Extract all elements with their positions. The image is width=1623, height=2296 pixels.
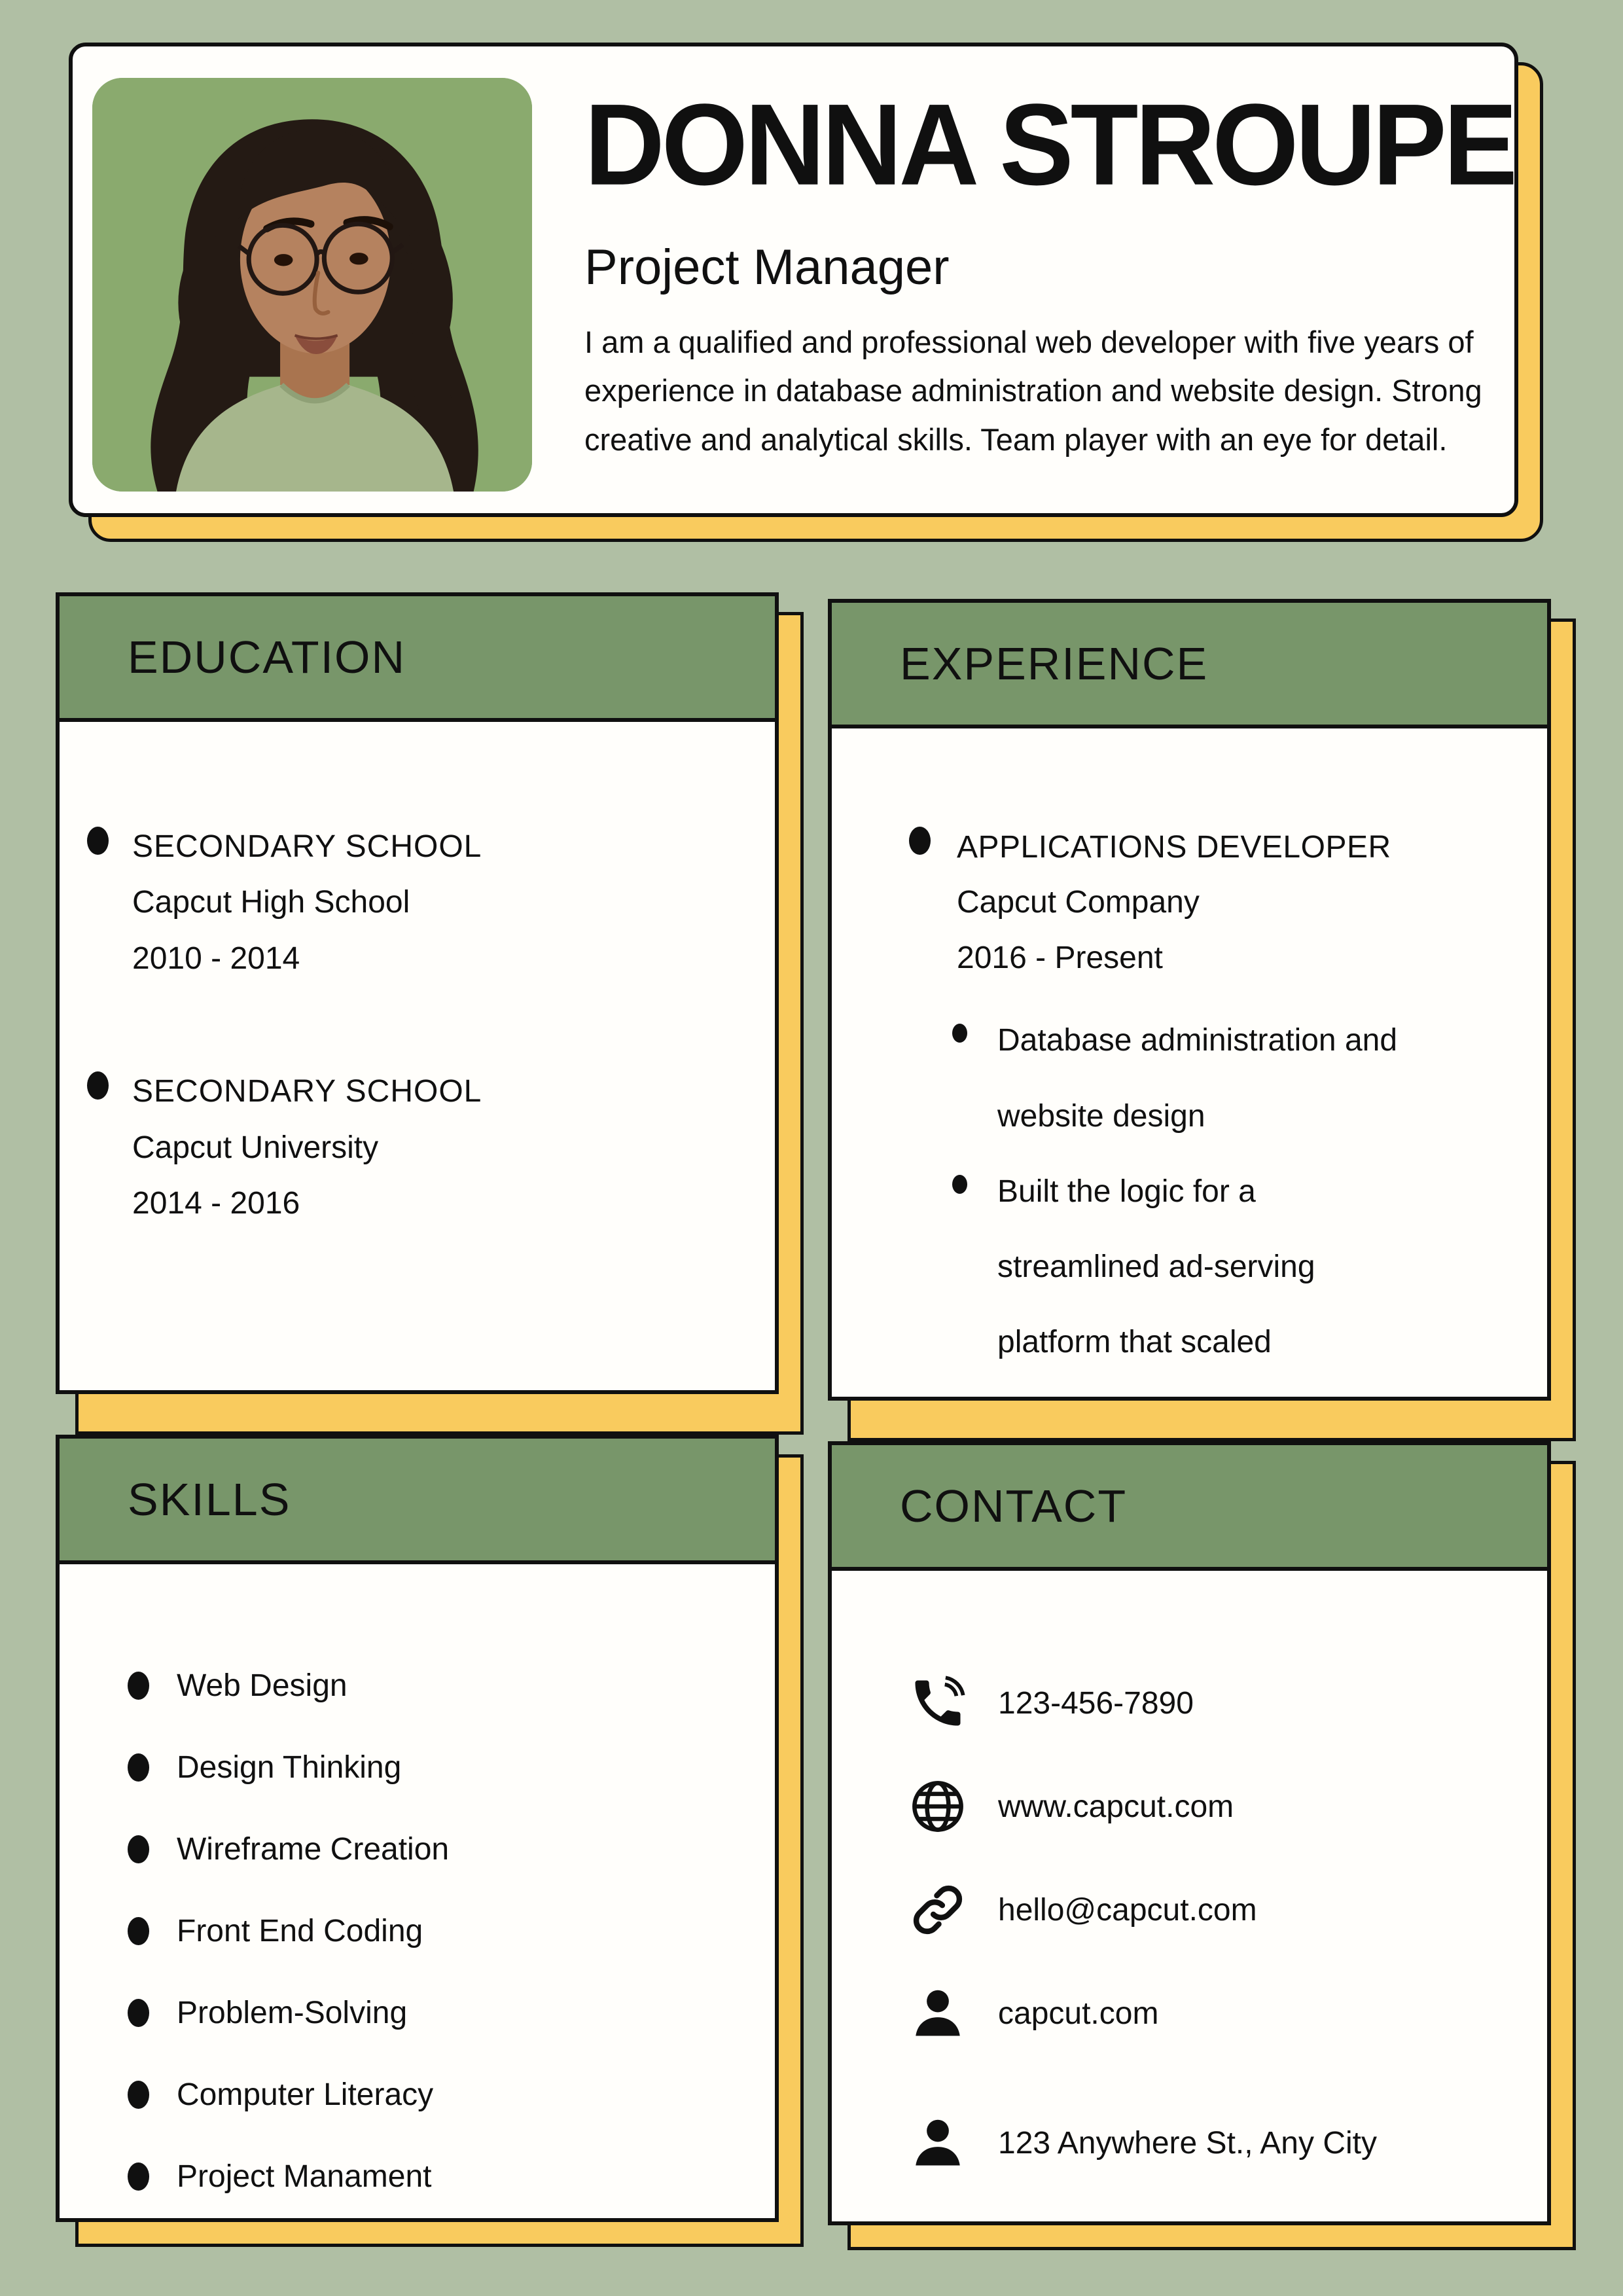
experience-years: 2016 - Present	[957, 940, 1163, 975]
experience-section	[828, 599, 1551, 1401]
contact-value: capcut.com	[998, 1996, 1159, 2031]
skill-item	[128, 2077, 755, 2113]
bullet-icon	[909, 827, 931, 855]
bullet-icon	[128, 2081, 149, 2109]
bullet-icon	[952, 1024, 967, 1043]
experience-item-lines	[957, 820, 1391, 986]
experience-item	[909, 820, 1521, 986]
experience-heading: EXPERIENCE	[900, 638, 1209, 689]
link-icon	[908, 1880, 968, 1940]
education-heading: EDUCATION	[128, 632, 406, 683]
header-card-surface	[69, 43, 1518, 517]
experience-bullet	[952, 1003, 1410, 1153]
education-item-lines	[132, 819, 482, 986]
skill-label: Project Manament	[177, 2159, 432, 2194]
contact-value: hello@capcut.com	[998, 1892, 1257, 1928]
skill-label: Web Design	[177, 1668, 348, 1703]
person-summary: I am a qualified and professional web developer with five years of experience in database administration and website design. Strong creative and analytical skills. Team player with an eye for detail.	[584, 325, 1482, 457]
experience-surface	[828, 599, 1551, 1401]
person-icon	[908, 1983, 968, 2043]
education-surface	[56, 592, 779, 1394]
skill-label: Computer Literacy	[177, 2077, 434, 2112]
bullet-icon	[128, 2162, 149, 2191]
education-body	[60, 722, 775, 1232]
education-section	[56, 592, 779, 1394]
education-years: 2010 - 2014	[132, 941, 300, 976]
education-degree: SECONDARY SCHOOL	[132, 1074, 482, 1109]
education-item-lines	[132, 1064, 482, 1231]
skill-label: Front End Coding	[177, 1914, 423, 1948]
phone-icon	[908, 1673, 968, 1733]
contact-item-profile	[908, 1983, 1527, 2043]
profile-photo	[92, 78, 532, 492]
education-header	[60, 596, 775, 722]
skill-label: Wireframe Creation	[177, 1832, 450, 1867]
skill-item	[128, 2159, 755, 2195]
person-icon	[908, 2113, 968, 2173]
experience-body	[832, 728, 1547, 1380]
skill-item	[128, 1749, 755, 1785]
contact-value: www.capcut.com	[998, 1789, 1234, 1824]
header-text-block	[584, 80, 1515, 464]
skill-label: Design Thinking	[177, 1750, 402, 1785]
contact-section	[828, 1441, 1551, 2225]
skill-item	[128, 1668, 755, 1704]
experience-header	[832, 603, 1547, 728]
contact-item-email	[908, 1880, 1527, 1940]
education-years: 2014 - 2016	[132, 1186, 300, 1221]
skill-item	[128, 1995, 755, 2031]
bullet-icon	[128, 1672, 149, 1700]
bullet-icon	[128, 1999, 149, 2027]
experience-bullet-list	[952, 1003, 1410, 1380]
person-name: DONNA STROUPE	[584, 80, 1515, 210]
bullet-icon	[952, 1175, 967, 1194]
contact-item-website	[908, 1776, 1527, 1837]
skills-section	[56, 1435, 779, 2222]
skills-heading: SKILLS	[128, 1474, 291, 1525]
contact-item-address	[908, 2113, 1527, 2173]
experience-role: APPLICATIONS DEVELOPER	[957, 830, 1391, 865]
education-degree: SECONDARY SCHOOL	[132, 829, 482, 864]
skill-label: Problem-Solving	[177, 1996, 408, 2030]
education-item	[87, 819, 749, 986]
contact-header	[832, 1445, 1547, 1571]
education-school: Capcut High School	[132, 885, 410, 920]
experience-company: Capcut Company	[957, 885, 1200, 920]
contact-value: 123 Anywhere St., Any City	[998, 2125, 1377, 2161]
person-title: Project Manager	[584, 240, 950, 295]
skill-item	[128, 1831, 755, 1867]
contact-heading: CONTACT	[900, 1480, 1128, 1532]
experience-bullet	[952, 1154, 1410, 1380]
contact-surface	[828, 1441, 1551, 2225]
bullet-icon	[87, 1071, 109, 1100]
bullet-icon	[128, 1753, 149, 1782]
skills-header	[60, 1439, 775, 1564]
contact-value: 123-456-7890	[998, 1685, 1194, 1721]
skill-item	[128, 1913, 755, 1949]
skills-body	[60, 1564, 775, 2195]
profile-photo-illustration	[92, 78, 532, 492]
education-school: Capcut University	[132, 1130, 379, 1165]
bullet-icon	[128, 1835, 149, 1863]
experience-bullet-text: Database administration and website design	[997, 1023, 1398, 1134]
header-card	[69, 43, 1518, 517]
education-item	[87, 1064, 749, 1231]
bullet-icon	[87, 827, 109, 855]
contact-item-phone	[908, 1673, 1527, 1733]
bullet-icon	[128, 1917, 149, 1945]
globe-icon	[908, 1776, 968, 1837]
contact-body	[832, 1571, 1547, 2173]
experience-bullet-text: Built the logic for a streamlined ad-serving platform that scaled	[997, 1174, 1315, 1360]
skills-surface	[56, 1435, 779, 2222]
